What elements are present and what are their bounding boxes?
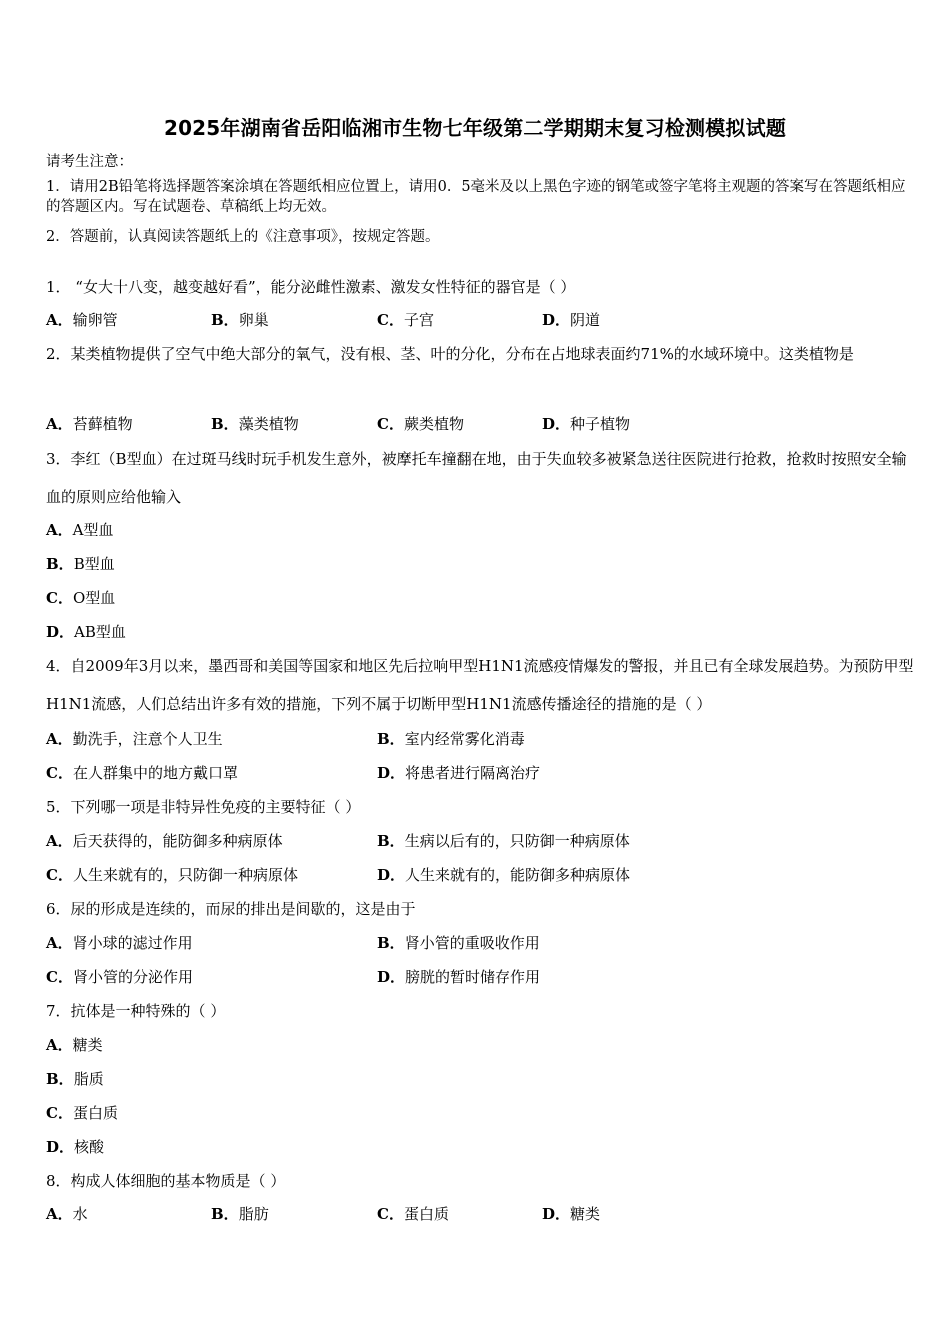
option-text: 藻类植物 — [238, 415, 299, 433]
option-a[interactable] — [46, 1203, 88, 1225]
question-5-stem: 5．下列哪一项是非特异性免疫的主要特征（ ） — [46, 798, 361, 816]
option-key: C． — [377, 415, 404, 433]
option-text: A型血 — [72, 521, 114, 539]
option-text: AB型血 — [74, 623, 126, 641]
option-c[interactable] — [46, 1102, 118, 1124]
question-3-option-c[interactable] — [46, 587, 916, 609]
option-c[interactable] — [46, 587, 115, 609]
question-8-stem: 8．构成人体细胞的基本物质是（ ） — [46, 1172, 286, 1190]
question-4-stem: 4．自2009年3月以来，墨西哥和美国等国家和地区先后拉响甲型H1N1流感疫情爆发的警报，并且已有全球发展趋势。为预防甲型H1N1流感，人们总结出许多有效的措施，下列不属于切断甲型H1N1流感传播途径的措施的是（ ） — [46, 657, 914, 713]
question-8-options — [46, 1203, 916, 1225]
option-key: C． — [46, 1104, 73, 1122]
option-d[interactable] — [542, 309, 600, 331]
option-text: 苔藓植物 — [72, 415, 133, 433]
option-key: C． — [46, 866, 73, 884]
option-key: A． — [46, 832, 73, 850]
option-a[interactable] — [46, 932, 193, 954]
option-key: C． — [46, 764, 73, 782]
option-d[interactable] — [542, 413, 630, 435]
option-text: 人生来就有的，只防御一种病原体 — [72, 866, 298, 884]
option-text: 肾小管的重吸收作用 — [404, 934, 540, 952]
option-b[interactable] — [46, 1068, 104, 1090]
option-b[interactable] — [211, 1203, 269, 1225]
option-b[interactable] — [211, 309, 269, 331]
option-text: 生病以后有的，只防御一种病原体 — [404, 832, 630, 850]
option-text: 在人群集中的地方戴口罩 — [72, 764, 238, 782]
notice-heading: 请考生注意： — [46, 154, 133, 170]
question-5-options-row1 — [46, 830, 916, 852]
option-key: A． — [46, 415, 73, 433]
option-text: 后天获得的，能防御多种病原体 — [72, 832, 283, 850]
option-key: B． — [377, 934, 405, 952]
option-b[interactable] — [377, 728, 525, 750]
question-1-options — [46, 309, 916, 331]
option-c[interactable] — [377, 1203, 449, 1225]
option-key: C． — [46, 968, 73, 986]
option-text: O型血 — [72, 589, 116, 607]
option-b[interactable] — [377, 830, 630, 852]
option-key: C． — [46, 589, 73, 607]
option-text: 肾小球的滤过作用 — [72, 934, 193, 952]
question-7-option-d[interactable] — [46, 1136, 916, 1158]
option-key: D． — [46, 623, 75, 641]
option-text: 糖类 — [72, 1036, 103, 1054]
question-3-option-a[interactable] — [46, 519, 916, 541]
option-b[interactable] — [211, 413, 299, 435]
option-key: B． — [377, 730, 405, 748]
option-text: 水 — [72, 1205, 88, 1223]
option-d[interactable] — [377, 864, 630, 886]
option-text: 阴道 — [570, 311, 601, 329]
option-text: 脂质 — [73, 1070, 104, 1088]
question-6-stem: 6．尿的形成是连续的，而尿的排出是间歇的，这是由于 — [46, 900, 416, 918]
option-key: B． — [211, 311, 239, 329]
question-5-options-row2 — [46, 864, 916, 886]
option-a[interactable] — [46, 830, 283, 852]
option-text: 蛋白质 — [403, 1205, 449, 1223]
question-7-option-b[interactable] — [46, 1068, 916, 1090]
option-a[interactable] — [46, 413, 133, 435]
option-text: 勤洗手，注意个人卫生 — [72, 730, 223, 748]
option-b[interactable] — [377, 932, 540, 954]
option-text: 将患者进行隔离治疗 — [405, 764, 541, 782]
question-7-option-c[interactable] — [46, 1102, 916, 1124]
question-7-stem: 7．抗体是一种特殊的（ ） — [46, 1002, 226, 1020]
option-c[interactable] — [377, 413, 464, 435]
option-text: 糖类 — [570, 1205, 601, 1223]
option-text: 肾小管的分泌作用 — [72, 968, 193, 986]
option-d[interactable] — [542, 1203, 600, 1225]
option-d[interactable] — [377, 762, 540, 784]
option-key: B． — [211, 1205, 239, 1223]
question-4-options-row2 — [46, 762, 916, 784]
option-c[interactable] — [46, 762, 238, 784]
option-text: 脂肪 — [238, 1205, 269, 1223]
option-text: 膀胱的暂时储存作用 — [405, 968, 541, 986]
option-key: D． — [542, 311, 571, 329]
option-d[interactable] — [377, 966, 540, 988]
option-key: A． — [46, 730, 73, 748]
option-key: D． — [542, 1205, 571, 1223]
question-4-options-row1 — [46, 728, 916, 750]
option-c[interactable] — [46, 864, 298, 886]
question-1-stem: 1． “女大十八变，越变越好看”，能分泌雌性激素、激发女性特征的器官是（ ） — [46, 278, 576, 296]
option-key: D． — [46, 1138, 75, 1156]
option-key: B． — [46, 555, 74, 573]
question-2-options — [46, 413, 916, 435]
notice-item-2: 2．答题前，认真阅读答题纸上的《注意事项》，按规定答题。 — [46, 229, 440, 245]
option-text: 卵巢 — [238, 311, 269, 329]
option-text: 种子植物 — [570, 415, 631, 433]
option-text: 人生来就有的，能防御多种病原体 — [405, 866, 631, 884]
option-key: D． — [377, 968, 406, 986]
question-6-options-row1 — [46, 932, 916, 954]
option-text: 室内经常雾化消毒 — [404, 730, 525, 748]
option-key: A． — [46, 1036, 73, 1054]
option-c[interactable] — [46, 966, 193, 988]
option-text: 蕨类植物 — [403, 415, 464, 433]
option-key: B． — [46, 1070, 74, 1088]
option-a[interactable] — [46, 309, 118, 331]
option-a[interactable] — [46, 1034, 103, 1056]
option-key: C． — [377, 1205, 404, 1223]
page-title: 2025年湖南省岳阳临湘市生物七年级第二学期期末复习检测模拟试题 — [163, 116, 787, 140]
question-6-options-row2 — [46, 966, 916, 988]
option-key: A． — [46, 521, 73, 539]
question-3-option-d[interactable] — [46, 621, 916, 643]
option-text: 蛋白质 — [72, 1104, 118, 1122]
option-c[interactable] — [377, 309, 434, 331]
question-7-option-a[interactable] — [46, 1034, 916, 1056]
option-d[interactable] — [46, 1136, 104, 1158]
question-2-stem: 2．某类植物提供了空气中绝大部分的氧气，没有根、茎、叶的分化，分布在占地球表面约71%的水域环境中。这类植物是 — [46, 345, 854, 363]
question-3-option-b[interactable] — [46, 553, 916, 575]
option-d[interactable] — [46, 621, 126, 643]
option-text: B型血 — [73, 555, 115, 573]
option-key: D． — [377, 866, 406, 884]
option-key: A． — [46, 934, 73, 952]
option-key: C． — [377, 311, 404, 329]
question-3-stem: 3．李红（B型血）在过斑马线时玩手机发生意外，被摩托车撞翻在地，由于失血较多被紧急送往医院进行抢救，抢救时按照安全输血的原则应给他输入 — [46, 450, 907, 506]
option-text: 输卵管 — [72, 311, 118, 329]
option-a[interactable] — [46, 519, 113, 541]
option-b[interactable] — [46, 553, 115, 575]
option-key: A． — [46, 1205, 73, 1223]
option-text: 子宫 — [403, 311, 434, 329]
option-key: B． — [377, 832, 405, 850]
option-key: D． — [377, 764, 406, 782]
option-key: D． — [542, 415, 571, 433]
option-text: 核酸 — [74, 1138, 105, 1156]
notice-item-1: 1．请用2B铅笔将选择题答案涂填在答题纸相应位置上，请用0．5毫米及以上黑色字迹的钢笔或签字笔将主观题的答案写在答题纸相应的答题区内。写在试题卷、草稿纸上均无效。 — [46, 179, 906, 215]
option-key: B． — [211, 415, 239, 433]
option-key: A． — [46, 311, 73, 329]
option-a[interactable] — [46, 728, 223, 750]
